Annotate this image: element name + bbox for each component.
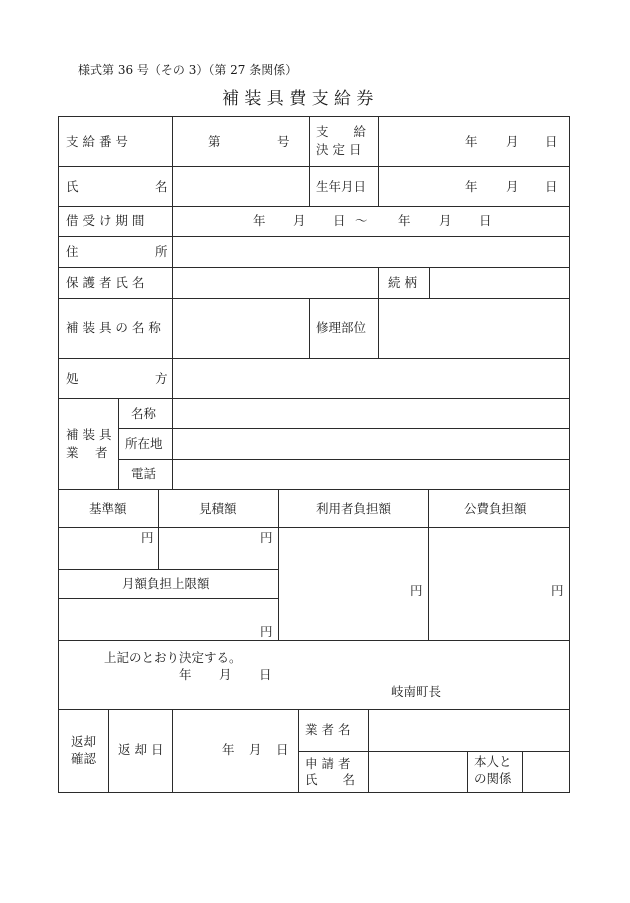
decision-statement: 上記のとおり決定する。 xyxy=(104,650,242,665)
label-repair-part: 修理部位 xyxy=(316,320,367,335)
row-line xyxy=(58,267,570,268)
label-address-1: 住 xyxy=(66,244,79,259)
label-applicant-2: 氏 名 xyxy=(305,772,356,787)
col-line xyxy=(118,398,119,489)
row-line xyxy=(58,640,570,641)
label-address-2: 所 xyxy=(155,244,168,259)
label-vendor-name-return: 業 者 名 xyxy=(305,722,351,737)
label-vendor-1: 補 装 具 xyxy=(66,427,112,442)
label-relation-self-1: 本人と xyxy=(474,754,512,769)
number-suffix: 号 xyxy=(277,134,290,149)
period-tilde: 〜 xyxy=(355,213,368,228)
estimate-yen: 円 xyxy=(260,530,273,545)
row-line xyxy=(58,398,570,399)
label-applicant-1: 申 請 者 xyxy=(305,756,351,771)
table-border-right xyxy=(569,116,570,793)
col-line xyxy=(368,709,369,792)
return-month: 月 xyxy=(249,742,262,757)
number-prefix: 第 xyxy=(208,134,221,149)
col-line xyxy=(428,489,429,640)
form-number: 様式第 36 号（その 3）（第 27 条関係） xyxy=(78,63,298,77)
decision-month: 月 xyxy=(506,134,519,149)
period-day-end: 日 xyxy=(479,213,492,228)
label-public-burden: 公費負担額 xyxy=(464,501,527,516)
label-loan-period: 借 受 け 期 間 xyxy=(66,213,145,228)
label-user-burden: 利用者負担額 xyxy=(316,501,392,516)
col-line xyxy=(522,751,523,792)
decision-day: 日 xyxy=(545,134,558,149)
label-device-name: 補 装 具 の 名 称 xyxy=(66,320,161,335)
row-line xyxy=(298,751,570,752)
row-line xyxy=(58,598,278,599)
col-line xyxy=(108,709,109,792)
row-line xyxy=(118,459,570,460)
user-burden-yen: 円 xyxy=(410,583,423,598)
label-name-1: 氏 xyxy=(66,179,79,194)
monthly-cap-yen: 円 xyxy=(260,624,273,639)
label-birthdate: 生年月日 xyxy=(316,179,367,194)
period-month-start: 月 xyxy=(293,213,306,228)
row-line xyxy=(58,527,570,528)
decision-stmt-year: 年 xyxy=(179,667,192,682)
label-decision-date-2: 決 定 日 xyxy=(316,142,362,157)
birth-day: 日 xyxy=(545,179,558,194)
label-prescription-2: 方 xyxy=(155,371,168,386)
row-line xyxy=(58,569,278,570)
row-line xyxy=(58,489,570,490)
table-border-bottom xyxy=(58,792,570,793)
label-vendor-name: 名称 xyxy=(131,406,157,421)
row-line xyxy=(58,206,570,207)
col-line xyxy=(172,398,173,489)
row-line xyxy=(58,358,570,359)
table-border-left xyxy=(58,116,59,793)
birth-year: 年 xyxy=(465,179,478,194)
row-line xyxy=(58,298,570,299)
period-year-start: 年 xyxy=(253,213,266,228)
label-voucher-number: 支 給 番 号 xyxy=(66,134,128,149)
label-base-amount: 基準額 xyxy=(89,501,127,516)
return-day: 日 xyxy=(276,742,289,757)
col-line xyxy=(378,116,379,206)
col-line xyxy=(378,267,379,358)
label-prescription-1: 処 xyxy=(66,371,79,386)
label-vendor-phone: 電話 xyxy=(131,466,157,481)
return-year: 年 xyxy=(222,742,235,757)
period-month-end: 月 xyxy=(439,213,452,228)
label-decision-date-1: 支 給 xyxy=(316,124,367,139)
period-day-start: 日 xyxy=(333,213,346,228)
label-relation-self-2: の関係 xyxy=(474,771,512,786)
row-line xyxy=(58,709,570,710)
label-relationship: 続 柄 xyxy=(388,275,417,290)
col-line xyxy=(278,489,279,640)
row-line xyxy=(58,236,570,237)
col-line xyxy=(429,267,430,298)
decision-stmt-month: 月 xyxy=(219,667,232,682)
page-title: 補 装 具 費 支 給 券 xyxy=(222,89,374,109)
base-yen: 円 xyxy=(141,530,154,545)
col-line xyxy=(309,116,310,206)
label-monthly-cap: 月額負担上限額 xyxy=(122,576,210,591)
label-guardian-name: 保 護 者 氏 名 xyxy=(66,275,145,290)
decision-stmt-day: 日 xyxy=(259,667,272,682)
col-line xyxy=(158,489,159,569)
label-return-date: 返 却 日 xyxy=(118,742,164,757)
label-vendor-2: 業 者 xyxy=(66,445,108,460)
row-line xyxy=(58,166,570,167)
col-line xyxy=(172,206,173,236)
decision-year: 年 xyxy=(465,134,478,149)
col-line xyxy=(172,116,173,206)
label-estimate-amount: 見積額 xyxy=(199,501,237,516)
period-year-end: 年 xyxy=(398,213,411,228)
col-line xyxy=(172,709,173,792)
label-return-confirm-1: 返却 xyxy=(71,734,97,749)
col-line xyxy=(298,709,299,792)
col-line xyxy=(467,751,468,792)
public-burden-yen: 円 xyxy=(551,583,564,598)
label-name-2: 名 xyxy=(155,179,168,194)
birth-month: 月 xyxy=(506,179,519,194)
label-vendor-location: 所在地 xyxy=(125,436,163,451)
row-line xyxy=(118,428,570,429)
label-return-confirm-2: 確認 xyxy=(71,751,97,766)
col-line xyxy=(309,298,310,358)
table-border-top xyxy=(58,116,570,117)
mayor-title: 岐南町長 xyxy=(391,684,442,699)
col-line xyxy=(172,236,173,398)
